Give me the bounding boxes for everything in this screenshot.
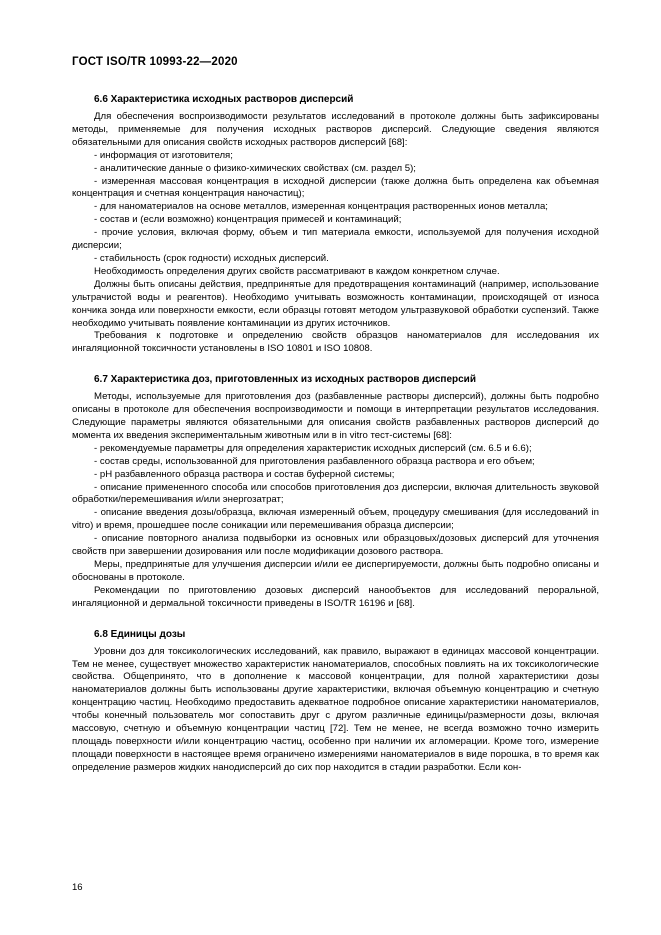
list-item: - прочие условия, включая форму, объем и тип материала емкости, используемой для получения исходной дисперсии; bbox=[72, 227, 599, 252]
list-item: - pH разбавленного образца раствора и состав буферной системы; bbox=[94, 468, 395, 480]
list-item: - аналитические данные о физико-химических свойствах (см. раздел 5); bbox=[94, 162, 416, 174]
list-item: - состав среды, использованной для приготовления разбавленного образца раствора и его объем; bbox=[94, 455, 535, 467]
section-6-6-paragraph-4: Требования к подготовке и определению свойств образцов наноматериалов для исследования их ингаляционной токсичности установлены в ISO 10801 и ISO 10808. bbox=[72, 330, 599, 355]
list-item: - рекомендуемые параметры для определения характеристик исходных дисперсий (см. 6.5 и 6.6); bbox=[94, 442, 532, 454]
section-6-6-list bbox=[72, 150, 599, 266]
section-6-7 bbox=[72, 374, 599, 610]
section-6-6-title: 6.6 Характеристика исходных растворов дисперсий bbox=[94, 94, 354, 105]
list-item: - для наноматериалов на основе металлов, измеренная концентрация растворенных ионов металла; bbox=[94, 201, 548, 213]
section-6-8 bbox=[72, 629, 599, 775]
section-6-7-list bbox=[72, 443, 599, 559]
list-item: - информация от изготовителя; bbox=[94, 149, 233, 161]
section-6-6 bbox=[72, 94, 599, 356]
section-6-7-paragraph-3: Рекомендации по приготовлению дозовых дисперсий нанообъектов для исследований пероральной, ингаляционной и дермальной токсичности приведены в ISO/TR 16196 и [68]. bbox=[72, 584, 599, 609]
page-number: 16 bbox=[72, 882, 83, 893]
section-6-7-intro-paragraph: Методы, используемые для приготовления доз (разбавленные растворы дисперсий), должны быть подробно описаны в протоколе для обеспечения воспроизводимости и помощи в интерпретации результатов исследования. Следующие параметры являются обязательными для описания свойств разбавленных растворов дисперсий до момента их введения экспериментальным животным или в in vitro тест-системы [68]: bbox=[72, 391, 599, 441]
list-item: - описание примененного способа или способов приготовления доз дисперсии, включая длительность звуковой обработки/перемешивания и/или энергозатрат; bbox=[72, 481, 599, 506]
list-item: - измеренная массовая концентрация в исходной дисперсии (также должна быть определена как объемная концентрация и счетная концентрация наночастиц); bbox=[72, 175, 599, 200]
list-item: - стабильность (срок годности) исходных дисперсий. bbox=[94, 252, 329, 264]
section-6-7-title: 6.7 Характеристика доз, приготовленных из исходных растворов дисперсий bbox=[94, 374, 476, 386]
section-6-7-paragraph-2: Меры, предпринятые для улучшения дисперсии и/или ее диспергируемости, должны быть подробно описаны и обоснованы в протоколе. bbox=[72, 559, 599, 583]
section-6-6-paragraph-2: Необходимость определения других свойств рассматривают в каждом конкретном случае. bbox=[94, 265, 500, 277]
list-item: - состав и (если возможно) концентрация примесей и контаминаций; bbox=[94, 214, 402, 226]
section-6-6-intro-paragraph: Для обеспечения воспроизводимости результатов исследований в протоколе должны быть зафиксированы методы, применяемые для получения исходных растворов дисперсий. Следующие сведения являются обязательными для описания свойств исходных растворов дисперсий [68]: bbox=[72, 111, 599, 148]
section-6-8-title: 6.8 Единицы дозы bbox=[94, 628, 186, 640]
section-6-6-paragraph-3: Должны быть описаны действия, предпринятые для предотвращения контаминаций (например, использование ультрачистой воды и реагентов). Необходимо учитывать возможность контаминации, происходящей от износа кончика зонда или поверхности емкости, если образцы готовят методом ультразвуковой обработки суспензий. Также необходимо учитывать появление контаминации из других источников. bbox=[72, 278, 599, 329]
section-6-8-paragraph-1: Уровни доз для токсикологических исследований, как правило, выражают в единицах массовой концентрации. Тем не менее, существует множество характеристик наноматериалов, способных повлиять на их токсикологические свойства. Общепринято, что в дополнение к массовой концентрации, для полной характеристики дозы наноматериалов должны быть использованы другие характеристики, включая объемную концентрацию и счетную концентрацию частиц. Необходимо предоставить адекватное подробное описание характеристики наноматериалов, чтобы конечный пользователь мог сопоставить друг с другом различные единицы/размерности дозы, включая массовую, счетную и объемную концентрации частиц [72]. Тем не менее, не всегда возможно точно измерить площадь поверхности и/или концентрацию частиц, особенно при наличии их агломерации. Кроме того, измерение площади поверхности в настоящее время ограничено измерениями наноматериалов в виде порошка, в то время как определение размеров жидких нанодисперсий до сих пор находится в стадии разработки. Если кон- bbox=[72, 645, 599, 773]
document-header: ГОСТ ISO/TR 10993-22—2020 bbox=[72, 56, 238, 68]
list-item: - описание повторного анализа подвыборки из основных или образцовых/дозовых дисперсий для уточнения свойств при завершении дозирования или после модификации дозового раствора. bbox=[72, 533, 599, 558]
list-item: - описание введения дозы/образца, включая измеренный объем, процедуру смешивания (для исследований in vitro) и время, прошедшее после соникации или перемешивания образца дисперсии; bbox=[72, 507, 599, 532]
